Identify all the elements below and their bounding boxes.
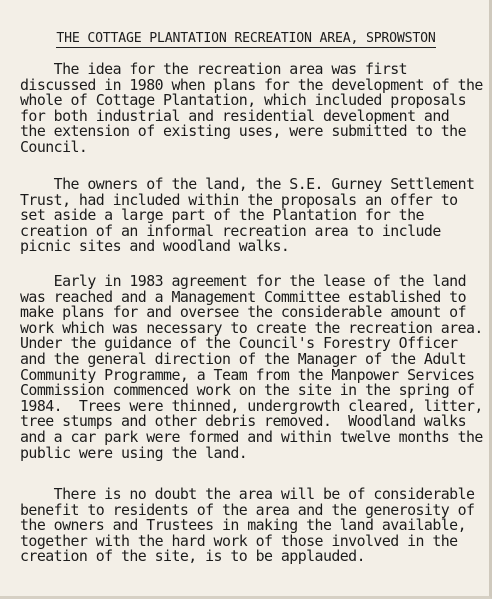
text-line: Commission commenced work on the site in the spring of — [20, 381, 475, 400]
text-line: There is no doubt the area will be of considerable — [20, 485, 475, 503]
text-line: tree stumps and other debris removed. Woodland walks — [20, 412, 466, 431]
paragraph-2 — [20, 177, 474, 255]
text-line: Council. — [20, 137, 88, 156]
text-line: the owners and Trustees in making the land available, — [20, 516, 466, 535]
text-line: The idea for the recreation area was first — [20, 60, 408, 78]
text-line: Trust, had included within the proposals an offer to — [20, 190, 458, 209]
text-line: whole of Cottage Plantation, which included proposals — [20, 91, 466, 110]
text-line: The owners of the land, the S.E. Gurney Settlement — [20, 175, 475, 193]
text-line: was reached and a Management Committee established to — [20, 287, 466, 306]
text-line: the extension of existing uses, were submitted to the — [20, 122, 466, 141]
text-line: public were using the land. — [20, 443, 248, 462]
text-line: Under the guidance of the Council's Forestry Officer — [20, 334, 458, 353]
text-line: and a car park were formed and within twelve months the — [20, 427, 483, 446]
text-line: picnic sites and woodland walks. — [20, 237, 290, 256]
text-line: creation of the site, is to be applauded. — [20, 547, 366, 566]
text-line: for both industrial and residential development and — [20, 106, 450, 125]
document-title — [0, 31, 492, 46]
text-line: set aside a large part of the Plantation for the — [20, 206, 424, 225]
text-line: Early in 1983 agreement for the lease of the land — [20, 272, 466, 290]
text-line: together with the hard work of those involved in the — [20, 531, 458, 550]
text-line: discussed in 1980 when plans for the development of the — [20, 75, 483, 94]
paragraph-3 — [20, 274, 483, 461]
text-line: work which was necessary to create the recreation area. — [20, 318, 483, 337]
text-line: make plans for and oversee the considerable amount of — [20, 303, 466, 322]
text-line: 1984. Trees were thinned, undergrowth cleared, litter, — [20, 396, 483, 415]
text-line: and the general direction of the Manager of the Adult — [20, 349, 466, 368]
paragraph-4 — [20, 487, 474, 565]
text-line: benefit to residents of the area and the generosity of — [20, 500, 475, 519]
text-line: Community Programme, a Team from the Manpower Services — [20, 365, 475, 384]
paragraph-1 — [20, 62, 483, 156]
text-line: creation of an informal recreation area to include — [20, 221, 441, 240]
document-title-text: THE COTTAGE PLANTATION RECREATION AREA, SPROWSTON — [56, 31, 436, 46]
